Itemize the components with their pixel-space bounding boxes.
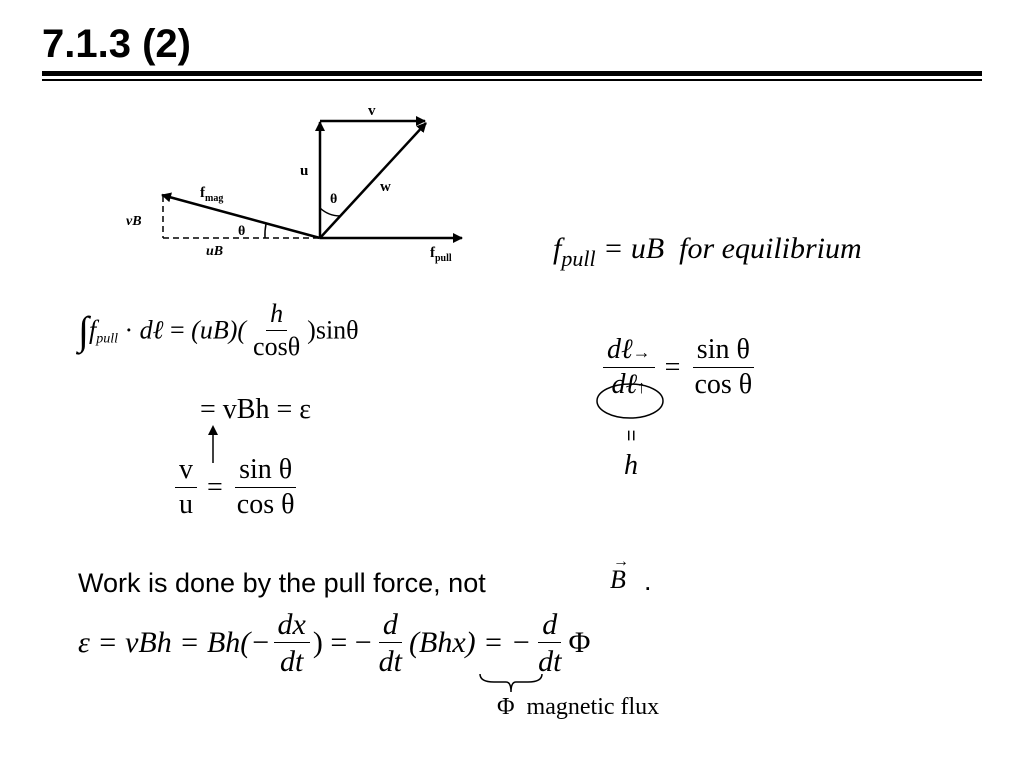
- dl-ratio-equation: $\frac{\text{dℓ→}}{\text{dℓ↑}}$ = $\frac{\text{sin θ}}{\text{cos θ}}$: [600, 335, 759, 401]
- work-statement: Work is done by the pull force, not: [78, 568, 486, 598]
- f-pull-label: $f_{pull}$: [430, 245, 452, 264]
- flux-label: Φ magnetic flux: [497, 694, 660, 720]
- f-mag-label: $f_{mag}$: [200, 185, 224, 204]
- title-rule-thick: [42, 71, 982, 76]
- theta-bottom-label: θ: [238, 224, 246, 239]
- theta-arc-top: [320, 208, 340, 216]
- flux-equation: ε = vBh = Bh(− $\frac{dx}{dt}$ ) = − $\frac{d}{dt}$ (Bhx) = − $\frac{d}{dt}$ Φ: [78, 608, 591, 678]
- vector-diagram: [110, 95, 490, 275]
- dl-circle-highlight: [594, 380, 666, 422]
- equilibrium-equation: $f_{pull}$ = uB for equilibrium: [553, 232, 862, 271]
- integral-equation: $\int f_{pull}$ · dℓ = (uB)( $\frac{h}{\cos\theta}$ )sinθ: [78, 299, 359, 361]
- B-vector-symbol: → B: [610, 553, 629, 594]
- theta-arc-bottom: [265, 224, 266, 238]
- page-title: 7.1.3 (2): [42, 22, 191, 66]
- theta-top-label: θ: [330, 192, 338, 207]
- vB-label: vB: [126, 214, 142, 229]
- u-label: u: [300, 163, 309, 179]
- flux-brace: [478, 672, 544, 696]
- h-over-cos-fraction: $\frac{h}{\cos\theta}$: [253, 299, 301, 361]
- velocity-ratio-equation: $\frac{v}{u}$ = $\frac{\text{sin θ}}{\text{cos θ}}$: [172, 455, 302, 521]
- v-label: v: [368, 103, 376, 119]
- work-period: .: [644, 566, 652, 596]
- w-vector: [320, 123, 426, 238]
- h-label: h: [624, 450, 638, 481]
- equals-vertical: =: [619, 429, 642, 442]
- uB-label: uB: [206, 244, 224, 259]
- w-label: w: [380, 179, 391, 195]
- emf-equation: = vBh = ε: [200, 394, 312, 425]
- title-rule-thin: [42, 79, 982, 81]
